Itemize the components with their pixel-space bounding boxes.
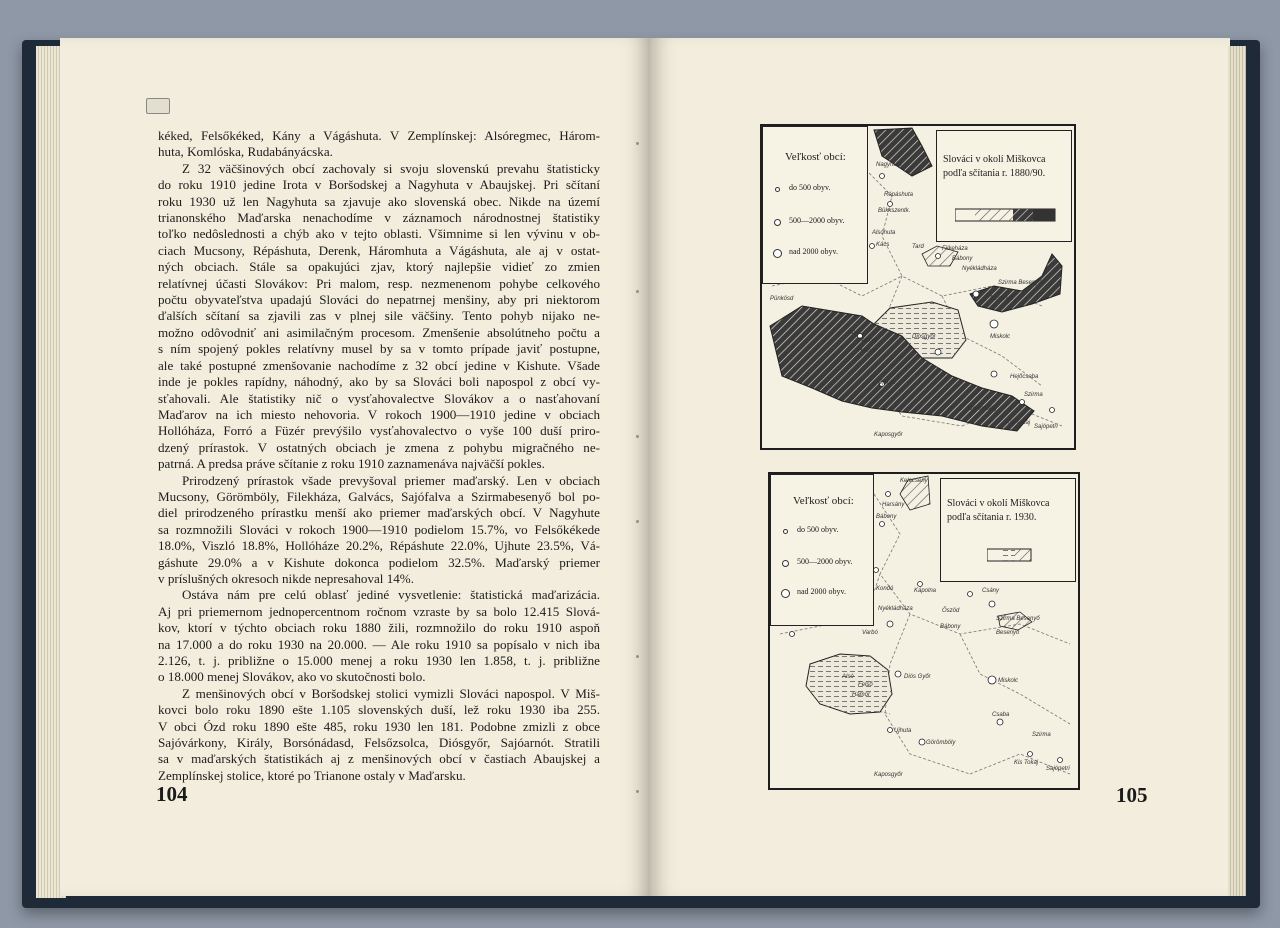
place-label: Kaposgyőr	[874, 432, 903, 438]
place-label: Miskolc	[998, 678, 1019, 684]
small-village-symbol	[775, 187, 780, 192]
text-line: Maďarov na ich miesto nehovoria. V rokoch 1900—1910 jedine v obciach	[158, 406, 600, 422]
map-1930-scale-bar	[987, 543, 1037, 565]
text-line: ných obciach. Stále sa opakujúci zjav, ktorý najlepšie vidieť zo zmien	[158, 259, 600, 275]
text-line: Prirodzený prírastok všade prevyšoval priemer maďarský. Len v obciach	[182, 472, 600, 488]
text-line: V obci Ózd roku 1890 ešte 485, roku 1930 len 181. Podobne zmizli z obce	[158, 718, 600, 734]
place-label: Pünkösd	[770, 296, 794, 302]
place-label: Tard	[912, 244, 924, 250]
text-line: Hollóháza, Forró a Füzér prevýšilo vysťahovalectvo o vyše 100 duší priro-	[158, 423, 600, 439]
place-label: Szirma	[1024, 392, 1043, 398]
place-label: Sajópetri	[1034, 424, 1058, 430]
map-1880-90-legend	[762, 126, 868, 284]
page-mark	[146, 98, 170, 114]
text-line: Sajóvárkony, Király, Borsónádasd, Felsőzsolca, Diósgyőr, Sajóarnót. Stratili	[158, 735, 600, 751]
text-line: ciach Mucsony, Répáshuta, Derenk, Háromhuta a Vágáshuta, ale aj v ostat-	[158, 242, 600, 258]
large-village-symbol	[781, 589, 790, 598]
text-line: kovci bolo roku 1890 ešte 1.105 slovenských duší, lež roku 1930 iba 255.	[158, 702, 600, 718]
text-line: možno odôvodniť ani asimilačným procesom. Zmenšenie absolútneho počtu a	[158, 324, 600, 340]
place-label: Alsó	[842, 674, 854, 680]
text-line: Ostáva nám pre celú oblasť jediné vysvetlenie: štatistická maďarizácia.	[182, 587, 600, 603]
text-line: inde je pokles rapídny, náhodný, ako by sa Slováci boli napospol z obcí vy-	[158, 374, 600, 390]
place-label: Kis Tokaj	[1006, 420, 1031, 426]
place-label: Ujhuta	[894, 728, 912, 734]
text-line: sa v maďarských štatistikách aj z menšinových obcí v častiach Abaujskej a	[158, 751, 600, 767]
place-label: Répáshuta	[884, 192, 914, 198]
left-page-body-text	[158, 128, 600, 784]
place-label: Felsőd	[858, 338, 877, 344]
place-label: Hámor	[858, 348, 877, 354]
map-title-line-2: podľa sčítania r. 1880/90.	[943, 168, 1046, 179]
place-label: Szirma	[1032, 732, 1051, 738]
place-label: Bükkszentk.	[878, 208, 911, 214]
text-line: 2.126, t. j. približne o 15.000 menej a roku 1930 len 1.858, t. j. približne	[158, 653, 600, 668]
place-label: Besenyő	[990, 296, 1014, 302]
text-line: trianonského Maďarska nenachodíme v záznamoch národnostnej štatistiky	[158, 210, 600, 226]
map-1930-title-box	[940, 478, 1076, 582]
place-label: Hámor	[852, 692, 871, 698]
text-line: na 17.000 a do roku 1930 na 20.000. — Ale roku 1910 sa popísalo v nich iba	[158, 636, 600, 652]
place-label: Kaposgyőr	[874, 772, 903, 778]
place-label: Diós Győr	[904, 674, 931, 680]
left-page-number: 104	[156, 782, 188, 806]
map-1880-90-title-box	[936, 130, 1072, 242]
map-title-line-2: podľa sčítania r. 1930.	[947, 512, 1037, 523]
place-label: Diósgyőr	[912, 334, 936, 340]
place-label: Varbó	[862, 630, 878, 636]
place-label: Felső	[858, 682, 873, 688]
text-line: ďalších sčítaní sa zjavili zas v plnej sile väčšiny. Tento pohyb nijako ne-	[158, 308, 600, 324]
medium-village-symbol	[782, 560, 789, 567]
place-label: Szirma Besenyő	[996, 616, 1040, 622]
text-line: o 18.000 menej Slovákov, ako vo skutočnosti bolo.	[158, 669, 426, 685]
place-label: Miskolc	[990, 334, 1011, 340]
text-line: Aj pri priemernom jednopercentnom ročnom vzraste by sa bolo 12.415 Slová-	[158, 603, 600, 619]
place-label: Besenyő	[996, 630, 1020, 636]
map-1930-legend	[770, 474, 874, 626]
text-line: dzený prírastok. V ostatných obciach je zmena z pohybu migračného ne-	[158, 439, 600, 455]
legend-item-large: nad 2000 obyv.	[797, 587, 847, 596]
legend-item-medium: 500—2000 obyv.	[797, 557, 853, 566]
place-label: Sajópetri	[1046, 766, 1070, 772]
place-label: Csány	[982, 588, 1000, 594]
legend-item-large: nad 2000 obyv.	[789, 247, 839, 256]
medium-village-symbol	[774, 219, 781, 226]
legend-item-medium: 500—2000 obyv.	[789, 216, 845, 225]
place-label: Csaba	[992, 712, 1010, 718]
text-line: Z menšinových obcí v Boršodskej stolici vymizli Slováci napospol. V Miš-	[182, 685, 600, 701]
map-title-line-1: Slováci v okolí Miškovca	[947, 498, 1050, 509]
text-line: kéked, Felsőkéked, Kány a Vágáshuta. V Zemplínskej: Alsóregmec, Három-	[158, 128, 600, 143]
text-line: Z 32 väčšinových obcí zachovaly si svoju slovenskú prevahu štatisticky	[182, 160, 600, 176]
right-page-edges	[1228, 46, 1246, 896]
text-line: Mucsony, Görömböly, Filekháza, Galvács, Sajófalva a Szirmabesenyő bol po-	[158, 488, 600, 504]
legend-title: Veľkosť obcí:	[785, 151, 846, 163]
text-line: počtu obyvateľstva upadajú Slováci do nepatrnej menšiny, aby pri niektorom	[158, 292, 600, 308]
place-label: Filkeháza	[942, 246, 968, 252]
text-line: do roku 1910 jedine Irota v Boršodskej a Nagyhuta v Abaujskej. Pri sčítaní	[158, 177, 600, 193]
place-label: Bábony	[940, 624, 961, 630]
text-line: s ním spojený pokles relatívny musel by sa v tomto prípade javiť postupne,	[158, 341, 600, 357]
text-line: patrná. A predsa práve sčítanie z roku 1910 zaznamenáva najväčší pokles.	[158, 456, 545, 472]
place-label: Bábony	[952, 256, 973, 262]
right-page-number: 105	[1116, 783, 1148, 807]
place-label: Hejőcsaba	[1010, 374, 1039, 380]
text-line: ale také postupné zmenšovanie nachodíme z 32 obcí jedine v Kishute. Všade	[158, 357, 600, 373]
text-line: 18.0%, Viszló 18.8%, Hollóháze 20.2%, Répáshute 22.0%, Ujhute 23.5%, Vá-	[158, 538, 600, 554]
text-line: diel prirodzeného prírastku menší ako priemer maďarských obcí. V Nagyhute	[158, 505, 600, 521]
text-line: Zemplínskej stolice, ktoré po Trianone ostaly v Maďarsku.	[158, 767, 466, 783]
small-village-symbol	[783, 529, 788, 534]
text-line: toľko nedôslednosti a chýb ako v tejto oblasti. Všimnime si len vývinu v ob-	[158, 226, 600, 242]
legend-item-small: do 500 obyv.	[797, 525, 839, 534]
place-label: Kis Tokaj	[1014, 760, 1039, 766]
large-village-symbol	[773, 249, 782, 258]
text-line: huta, Komlóska, Rudabányácska.	[158, 144, 333, 160]
place-label: Szirma Besenyő	[998, 280, 1042, 286]
place-label: Ujhuta	[878, 380, 896, 386]
place-label: Kelecsény	[900, 478, 928, 484]
place-label: Harsány	[882, 502, 905, 508]
place-label: Kápolna	[914, 588, 937, 594]
text-line: kov, ktorí v týchto obciach roku 1880 žili, rozmnožilo do roku 1910 aspoň	[158, 620, 600, 636]
legend-title: Veľkosť obcí:	[793, 495, 854, 507]
place-label: Ábrá	[848, 330, 861, 336]
place-label: Nyékládháza	[878, 606, 913, 612]
place-label: Őszöd	[942, 608, 960, 614]
place-label: Nyékládháza	[962, 266, 997, 272]
map-1880-90-scale-bar	[955, 205, 1057, 225]
place-label: Kondó	[876, 586, 894, 592]
text-line: v príslušných okresoch nikde nepresahoval 14%.	[158, 570, 414, 586]
place-label: Bábony	[876, 514, 897, 520]
legend-item-small: do 500 obyv.	[789, 183, 831, 192]
map-1930	[768, 472, 1080, 790]
place-label: Kács	[876, 242, 890, 248]
map-title-line-1: Slováci v okolí Miškovca	[943, 154, 1046, 165]
text-line: gáshute 29.0% a v Kishute dokonca podielom 32.5%. Maďarský priemer	[158, 554, 600, 570]
text-line: sťahovali. Ale štatistiky nič o vysťahovalectve Slovákov a o nasťahovaní	[158, 390, 600, 406]
text-line: roku 1930 už len Nagyhuta sa zjavuje ako slovenská obec. Nikde na území	[158, 193, 600, 209]
text-line: sa rozmnožili Slováci v rokoch 1900—1910 podielom 15.7%, vo Felsőkékede	[158, 521, 600, 537]
place-label: Görömböly	[926, 740, 956, 746]
place-label: Görömböly	[968, 406, 998, 412]
text-line: relatívnej účasti Slovákov: Pri malom, resp. nezmenenom pohybe celkového	[158, 275, 600, 291]
place-label: Alsóhuta	[872, 230, 896, 236]
map-1880-90	[760, 124, 1076, 450]
place-label: Nagyhuta	[876, 162, 902, 168]
